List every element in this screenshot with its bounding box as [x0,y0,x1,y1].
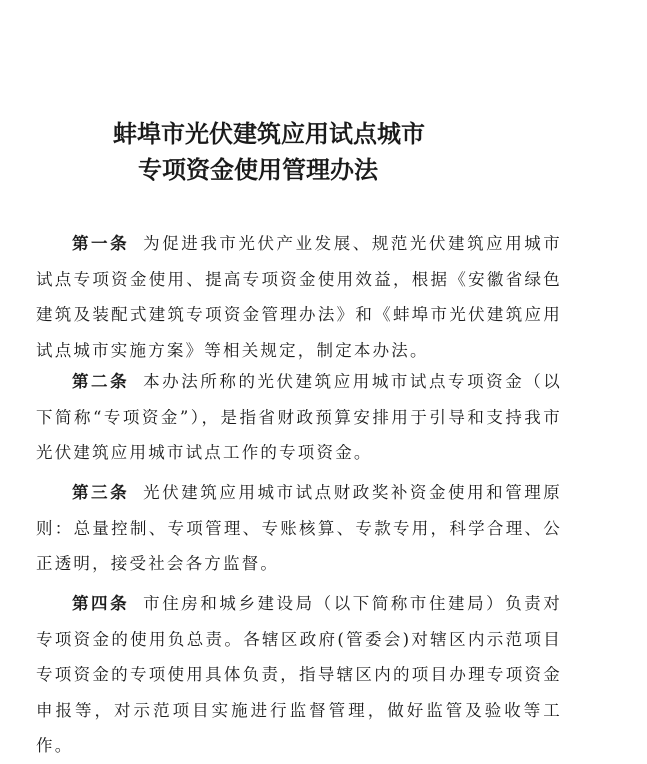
article-4 [36,586,562,764]
title-line-2: 专项资金使用管理办法 [138,155,378,184]
article-text: 本办法所称的光伏建筑应用城市试点专项资金（以下简称“专项资金”），是指省财政预算安排用于引导和支持我市光伏建筑应用城市试点工作的专项资金。 [36,372,562,463]
article-text: 光伏建筑应用城市试点财政奖补资金使用和管理原则：总量控制、专项管理、专账核算、专款专用，科学合理、公正透明，接受社会各方监督。 [36,483,562,574]
article-number: 第一条 [72,234,130,253]
article-number: 第二条 [72,372,130,391]
article-2 [36,364,562,471]
article-3 [36,475,562,582]
article-1 [36,226,562,368]
article-text: 市住房和城乡建设局（以下简称市住建局）负责对专项资金的使用负总责。各辖区政府(管委会)对辖区内示范项目专项资金的专项使用具体负责，指导辖区内的项目办理专项资金申报等，对示范项目实施进行监督管理，做好监管及验收等工作。 [36,594,562,756]
article-text: 为促进我市光伏产业发展、规范光伏建筑应用城市试点专项资金使用、提高专项资金使用效益，根据《安徽省绿色建筑及装配式建筑专项资金管理办法》和《蚌埠市光伏建筑应用试点城市实施方案》等相关规定，制定本办法。 [36,234,562,360]
article-number: 第三条 [72,483,130,502]
article-number: 第四条 [72,594,130,613]
title-line-1: 蚌埠市光伏建筑应用试点城市 [113,119,425,148]
